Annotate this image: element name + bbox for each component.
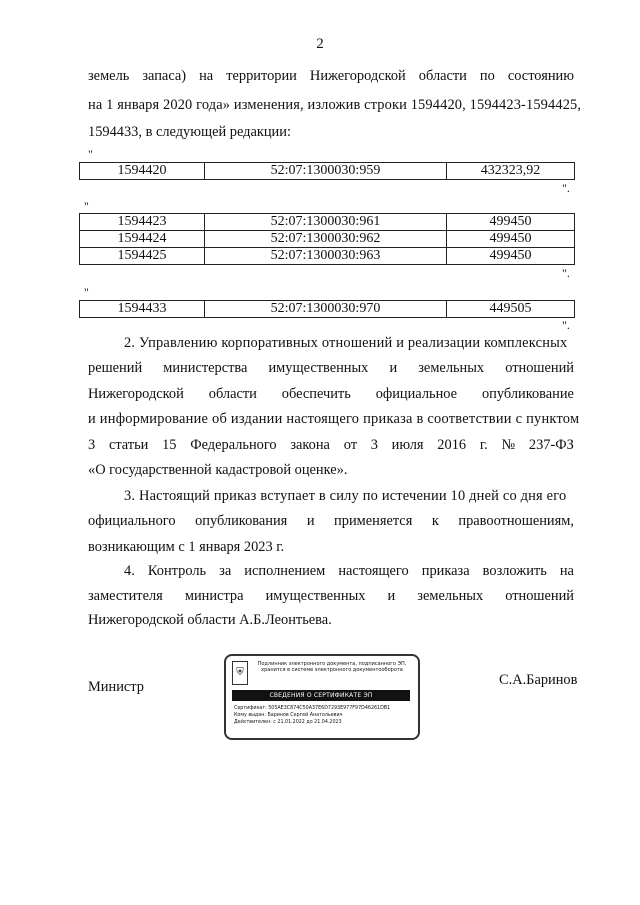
row-number-cell: 1594433: [80, 301, 205, 318]
p2-line-4: и информирование об издании настоящего приказа в соответствии с пунктом: [88, 411, 580, 427]
cadastral-number-cell: 52:07:1300030:961: [205, 214, 447, 231]
word: отношений: [505, 360, 574, 376]
p2-line-6: «О государственной кадастровой оценке».: [88, 462, 348, 478]
table-row: [80, 214, 575, 231]
intro-line-3: 1594433, в следующей редакции:: [88, 124, 291, 140]
open-quote-1: ": [88, 147, 93, 161]
word: июля: [391, 437, 424, 453]
row-table-3: [79, 300, 575, 318]
word: настоящего: [338, 563, 409, 579]
p2-line-2: [88, 360, 574, 377]
close-quote-2: ".: [562, 266, 570, 280]
row-number-cell: 1594420: [80, 163, 205, 180]
p4-line-2: [88, 588, 574, 605]
p2-line-5: [88, 437, 574, 454]
word: на: [199, 68, 214, 84]
word: Нижегородской: [309, 68, 406, 84]
word: и: [389, 360, 398, 376]
word: Нижегородской: [88, 386, 184, 402]
stamp-valid: Действителен: с 21.01.2022 до 21.04.2023: [234, 720, 342, 725]
p2-line-1: 2. Управлению корпоративных отношений и реализации комплексных: [124, 335, 568, 351]
close-quote-1: ".: [562, 181, 570, 195]
row-table-2: [79, 213, 575, 265]
digital-signature-stamp: [224, 654, 420, 740]
open-quote-3: ": [84, 285, 89, 299]
word: 15: [162, 437, 177, 453]
word: правоотношениям,: [458, 513, 574, 529]
table-row: [80, 301, 575, 318]
word: заместителя: [88, 588, 163, 604]
word: 4.: [124, 563, 135, 579]
word: статьи: [108, 437, 149, 453]
word: отношений: [505, 588, 574, 604]
word: области: [208, 386, 257, 402]
p4-line-3: Нижегородской области А.Б.Леонтьева.: [88, 612, 332, 628]
word: и: [387, 588, 396, 604]
word: 3: [370, 437, 378, 453]
value-cell: 432323,92: [447, 163, 575, 180]
word: за: [219, 563, 232, 579]
p4-line-1: [124, 563, 574, 580]
stamp-cert: Сертификат: 505AE3C874C50A37E6D7293E977F97D46261DB1: [234, 706, 391, 711]
word: приказа: [421, 563, 470, 579]
word: и: [306, 513, 315, 529]
word: применяется: [334, 513, 413, 529]
word: министерства: [163, 360, 248, 376]
cadastral-number-cell: 52:07:1300030:962: [205, 231, 447, 248]
word: запаса): [142, 68, 187, 84]
row-number-cell: 1594423: [80, 214, 205, 231]
stamp-header: Подлинник электронного документа, подписанного ЭП, хранится в системе электронного документооборота: [257, 661, 407, 673]
word: возложить: [482, 563, 547, 579]
value-cell: 449505: [447, 301, 575, 318]
signature-name: С.А.Баринов: [499, 672, 578, 688]
table-row: [80, 231, 575, 248]
word: министра: [184, 588, 244, 604]
value-cell: 499450: [447, 214, 575, 231]
word: официальное: [375, 386, 458, 402]
stamp-title-bar: СВЕДЕНИЯ О СЕРТИФИКАТЕ ЭП: [232, 690, 410, 701]
cadastral-number-cell: 52:07:1300030:970: [205, 301, 447, 318]
page-number: 2: [316, 36, 324, 52]
cadastral-number-cell: 52:07:1300030:963: [205, 248, 447, 265]
word: 237-ФЗ: [528, 437, 574, 453]
row-number-cell: 1594425: [80, 248, 205, 265]
value-cell: 499450: [447, 248, 575, 265]
word: имущественных: [265, 588, 366, 604]
row-number-cell: 1594424: [80, 231, 205, 248]
word: по: [479, 68, 495, 84]
word: к: [431, 513, 439, 529]
word: состоянию: [507, 68, 574, 84]
word: территории: [226, 68, 297, 84]
table-row: [80, 248, 575, 265]
p3-line-2: [88, 513, 574, 530]
word: 2016: [437, 437, 467, 453]
p3-line-3: возникающим с 1 января 2023 г.: [88, 539, 285, 555]
word: решений: [88, 360, 143, 376]
close-quote-3: ".: [562, 318, 570, 332]
word: от: [343, 437, 357, 453]
word: официального: [88, 513, 176, 529]
word: г.: [479, 437, 488, 453]
open-quote-2: ": [84, 199, 89, 213]
word: земельных: [418, 360, 485, 376]
p3-line-1: 3. Настоящий приказ вступает в силу по истечении 10 дней со дня его: [124, 488, 567, 504]
word: на: [559, 563, 574, 579]
word: земельных: [417, 588, 484, 604]
word: обеспечить: [281, 386, 351, 402]
p2-line-3: [88, 386, 574, 403]
stamp-issued-to: Кому выдан: Баринов Сергей Анатольевич: [234, 713, 343, 718]
word: №: [501, 437, 516, 453]
intro-line-2: на 1 января 2020 года» изменения, изложив строки 1594420, 1594423-1594425,: [88, 97, 582, 113]
word: закона: [290, 437, 330, 453]
table-row: [80, 163, 575, 180]
word: Федерального: [190, 437, 277, 453]
row-table-1: [79, 162, 575, 180]
coat-of-arms-icon: ⛨: [232, 661, 248, 685]
word: исполнением: [244, 563, 326, 579]
cadastral-number-cell: 52:07:1300030:959: [205, 163, 447, 180]
intro-line-1: [88, 68, 574, 85]
signature-position: Министр: [88, 679, 144, 695]
word: 3: [88, 437, 96, 453]
word: Контроль: [147, 563, 207, 579]
word: земель: [88, 68, 130, 84]
word: опубликование: [481, 386, 574, 402]
word: опубликования: [195, 513, 288, 529]
word: имущественных: [268, 360, 369, 376]
value-cell: 499450: [447, 231, 575, 248]
word: области: [418, 68, 467, 84]
